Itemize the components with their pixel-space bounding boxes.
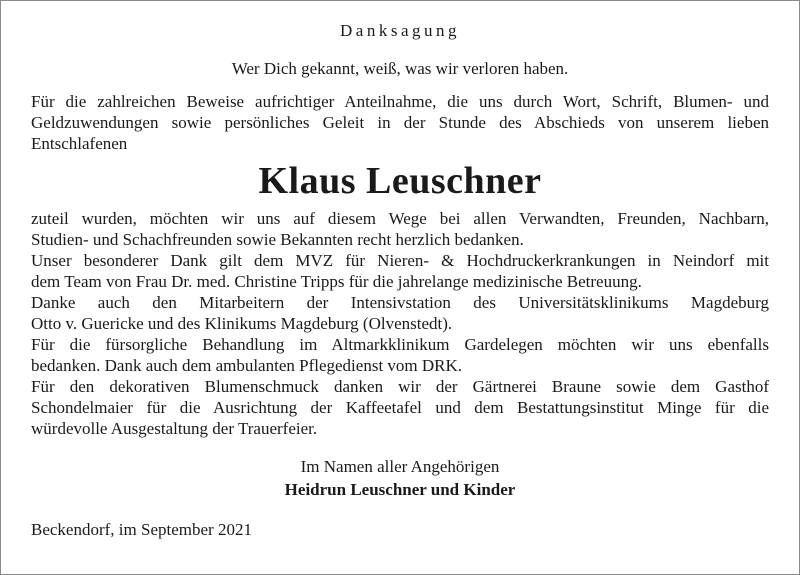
- body-line: Unser besonderer Dank gilt dem MVZ für Nieren- & Hochdruckerkrankungen in Neindorf mit: [31, 251, 769, 270]
- notice-title: Danksagung: [340, 21, 460, 40]
- intro-line: Für die zahlreichen Beweise aufrichtiger Anteilnahme, die uns durch Wort, Schrift, Blumen- und: [31, 92, 769, 111]
- signature-intro: Im Namen aller Angehörigen: [300, 457, 500, 476]
- intro-line: Geldzuwendungen sowie persönliches Geleit in der Stunde des Abschieds von unserem lieben: [31, 113, 769, 132]
- deceased-name: Klaus Leuschner: [258, 160, 542, 202]
- motto-line: Wer Dich gekannt, weiß, was wir verloren haben.: [231, 59, 569, 78]
- signature-names: Heidrun Leuschner und Kinder: [284, 480, 516, 499]
- intro-paragraph: [31, 91, 769, 154]
- place-date: Beckendorf, im September 2021: [31, 520, 252, 539]
- signature-block: [31, 455, 769, 501]
- body-line: Für die fürsorgliche Behandlung im Altmarkklinikum Gardelegen möchten wir uns ebenfalls: [31, 335, 769, 354]
- body-line: bedanken. Dank auch dem ambulanten Pflegedienst vom DRK.: [31, 356, 463, 375]
- body-paragraph: [31, 208, 769, 439]
- body-line: zuteil wurden, möchten wir uns auf diesem Wege bei allen Verwandten, Freunden, Nachbarn,: [31, 209, 769, 228]
- body-line: Danke auch den Mitarbeitern der Intensivstation des Universitätsklinikums Magdeburg: [31, 293, 769, 312]
- body-line: Studien- und Schachfreunden sowie Bekannten recht herzlich bedanken.: [31, 230, 524, 249]
- body-line: würdevolle Ausgestaltung der Trauerfeier.: [31, 419, 318, 438]
- body-line: Schondelmaier für die Ausrichtung der Kaffeetafel und dem Bestattungsinstitut Minge für die: [31, 398, 769, 417]
- body-line: Für den dekorativen Blumenschmuck danken wir der Gärtnerei Braune sowie dem Gasthof: [31, 377, 769, 396]
- body-line: Otto v. Guericke und des Klinikums Magdeburg (Olvenstedt).: [31, 314, 453, 333]
- body-line: dem Team von Frau Dr. med. Christine Tripps für die jahrelange medizinische Betreuung.: [31, 272, 642, 291]
- intro-line: Entschlafenen: [31, 134, 128, 153]
